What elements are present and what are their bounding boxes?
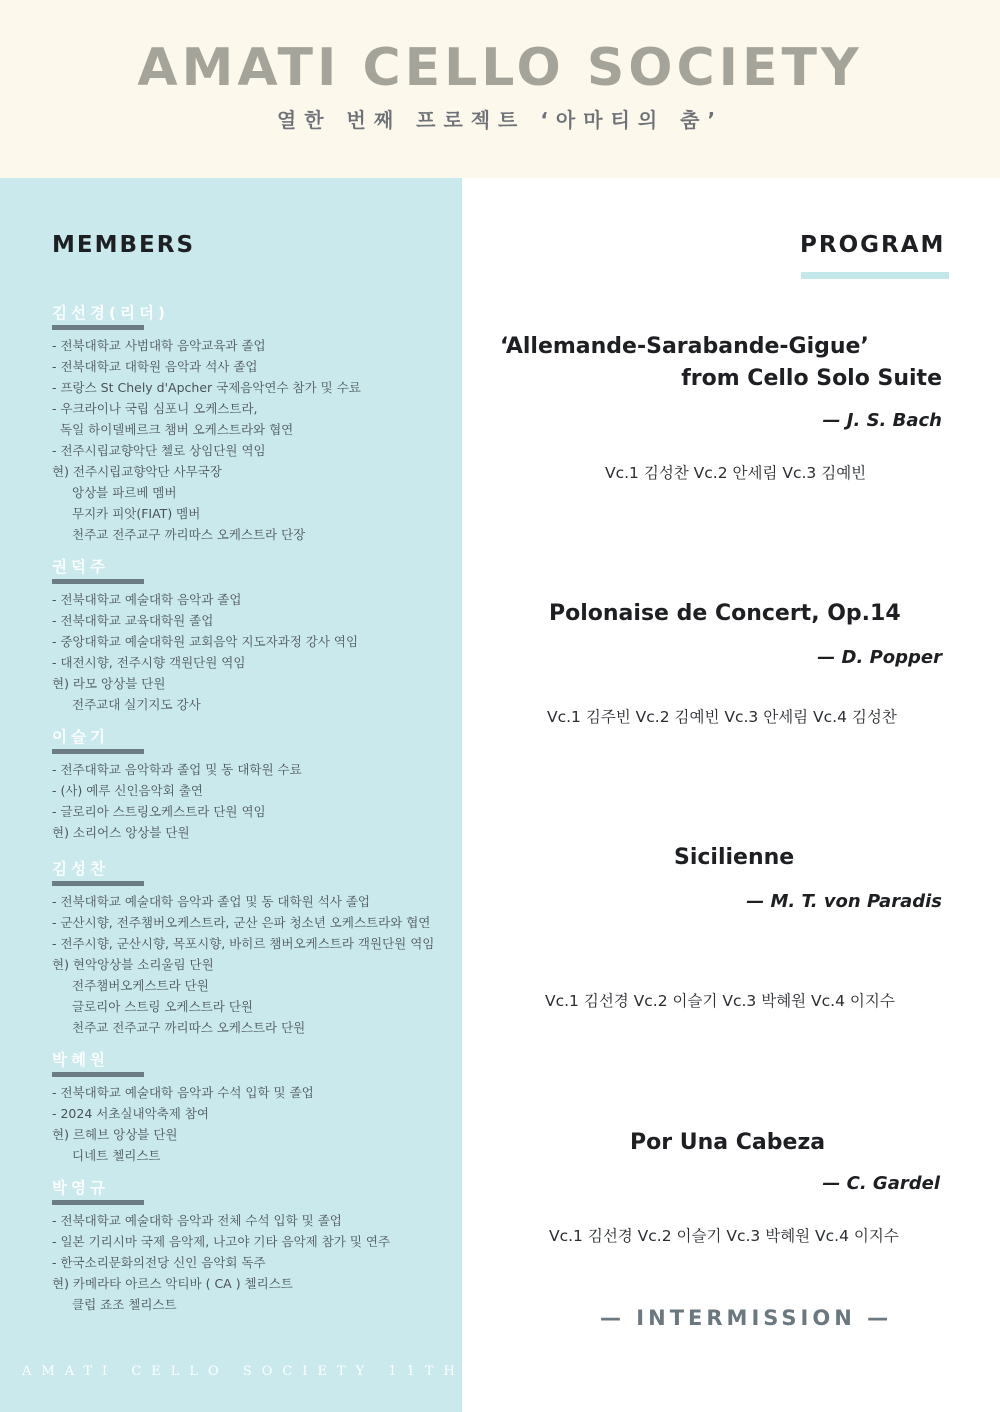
member-bio-line: 전주교대 실기지도 강사 bbox=[72, 697, 201, 712]
member-bio-line: - 전북대학교 예술대학 음악과 수석 입학 및 졸업 bbox=[52, 1085, 314, 1100]
member-name-bar bbox=[52, 1200, 144, 1205]
member-bio-line: 현) 라모 앙상블 단원 bbox=[52, 676, 166, 691]
member-bio-line: - 2024 서초실내악축제 참여 bbox=[52, 1106, 209, 1121]
member-block bbox=[52, 1178, 390, 1315]
member-bio-line: - 우크라이나 국립 심포니 오케스트라, bbox=[52, 401, 258, 416]
member-bio-line: - 전주대학교 음악학과 졸업 및 동 대학원 수료 bbox=[52, 762, 302, 777]
member-name-bar bbox=[52, 1072, 144, 1077]
member-bio-line: - (사) 예루 신인음악회 출연 bbox=[52, 783, 203, 798]
member-bio-line: 현) 소리어스 앙상블 단원 bbox=[52, 825, 190, 840]
piece-performers: Vc.1 김성찬 Vc.2 안세림 Vc.3 김예빈 bbox=[605, 464, 867, 482]
member-bio-line: 천주교 전주교구 까리따스 오케스트라 단원 bbox=[72, 1020, 306, 1035]
member-bio-line: - 전북대학교 예술대학 음악과 졸업 및 동 대학원 석사 졸업 bbox=[52, 894, 370, 909]
member-name: 이슬기 bbox=[52, 728, 109, 746]
member-bio-line: - 일본 기리시마 국제 음악제, 나고야 기타 음악제 참가 및 연주 bbox=[52, 1234, 391, 1249]
member-bio-line: 무지카 피앗(FIAT) 멤버 bbox=[72, 506, 201, 521]
member-bio-line: 현) 르헤브 앙상블 단원 bbox=[52, 1127, 178, 1142]
member-bio-line: - 전북대학교 대학원 음악과 석사 졸업 bbox=[52, 359, 258, 374]
header-banner bbox=[0, 0, 1000, 178]
member-bio-line: 클럽 죠조 첼리스트 bbox=[72, 1297, 177, 1312]
member-name: 박영규 bbox=[52, 1179, 109, 1197]
piece-composer: — C. Gardel bbox=[822, 1173, 940, 1194]
member-bio-line: - 프랑스 St Chely d'Apcher 국제음악연수 참가 및 수료 bbox=[52, 380, 361, 395]
member-bio-line: 현) 전주시립교향악단 사무국장 bbox=[52, 464, 222, 479]
member-name: 김선경(리더) bbox=[52, 304, 170, 322]
member-block bbox=[52, 859, 434, 1038]
program-piece bbox=[470, 1130, 942, 1250]
member-name: 권덕주 bbox=[52, 558, 109, 576]
piece-title: ‘Allemande-Sarabande-Gigue’ bbox=[500, 334, 869, 359]
piece-composer: — M. T. von Paradis bbox=[746, 891, 942, 912]
piece-title: Polonaise de Concert, Op.14 bbox=[549, 601, 901, 626]
member-block bbox=[52, 727, 302, 843]
member-block bbox=[52, 1050, 314, 1166]
piece-subtitle: from Cello Solo Suite bbox=[681, 366, 942, 391]
member-bio-line: - 전주시향, 군산시향, 목포시향, 바히르 챔버오케스트라 객원단원 역임 bbox=[52, 936, 435, 951]
member-bio-line: 현) 카메라타 아르스 악티바 ( CA ) 첼리스트 bbox=[52, 1276, 293, 1291]
footer-text: AMATI CELLO SOCIETY 11TH PROJECT bbox=[22, 1364, 612, 1379]
piece-performers: Vc.1 김선경 Vc.2 이슬기 Vc.3 박혜원 Vc.4 이지수 bbox=[545, 992, 895, 1010]
program-heading-underline bbox=[801, 272, 949, 279]
member-bio-line: - 대전시향, 전주시향 객원단원 역임 bbox=[52, 655, 246, 670]
member-bio-line: - 전북대학교 예술대학 음악과 졸업 bbox=[52, 592, 242, 607]
piece-title: Sicilienne bbox=[674, 845, 795, 870]
member-bio-line: 앙상블 파르베 멤버 bbox=[72, 485, 177, 500]
member-name: 박혜원 bbox=[52, 1051, 109, 1069]
program-piece bbox=[470, 601, 942, 731]
member-name-bar bbox=[52, 749, 144, 754]
member-block bbox=[52, 557, 358, 715]
member-bio-line: - 전북대학교 교육대학원 졸업 bbox=[52, 613, 214, 628]
page-subtitle: 열한 번째 프로젝트 ‘아마티의 춤’ bbox=[276, 108, 724, 132]
member-bio-line: 현) 현악앙상블 소리울림 단원 bbox=[52, 957, 214, 972]
member-bio-line: - 전주시립교향악단 첼로 상임단원 역임 bbox=[52, 443, 266, 458]
member-bio-line: - 전북대학교 예술대학 음악과 전체 수석 입학 및 졸업 bbox=[52, 1213, 342, 1228]
member-bio-line: 디네트 첼리스트 bbox=[72, 1148, 161, 1163]
member-block bbox=[52, 303, 361, 545]
piece-title: Por Una Cabeza bbox=[630, 1130, 826, 1155]
program-heading: PROGRAM bbox=[800, 232, 946, 258]
program-piece bbox=[470, 334, 942, 494]
member-name-bar bbox=[52, 325, 144, 330]
intermission-label: — INTERMISSION — bbox=[600, 1306, 893, 1330]
program-piece bbox=[470, 845, 942, 1015]
member-name: 김성찬 bbox=[52, 860, 109, 878]
member-bio-line: 글로리아 스트링 오케스트라 단원 bbox=[72, 999, 253, 1014]
piece-composer: — D. Popper bbox=[817, 647, 942, 668]
member-bio-line: 독일 하이델베르크 챔버 오케스트라와 협연 bbox=[60, 422, 294, 437]
member-bio-line: 전주챔버오케스트라 단원 bbox=[72, 978, 209, 993]
piece-performers: Vc.1 김주빈 Vc.2 김예빈 Vc.3 안세림 Vc.4 김성찬 bbox=[547, 708, 897, 726]
member-bio-line: - 군산시향, 전주챔버오케스트라, 군산 은파 청소년 오케스트라와 협연 bbox=[52, 915, 431, 930]
piece-composer: — J. S. Bach bbox=[822, 410, 942, 431]
member-bio-line: - 전북대학교 사범대학 음악교육과 졸업 bbox=[52, 338, 266, 353]
piece-performers: Vc.1 김선경 Vc.2 이슬기 Vc.3 박혜원 Vc.4 이지수 bbox=[549, 1227, 899, 1245]
page-title: AMATI CELLO SOCIETY bbox=[137, 38, 863, 98]
member-bio-line: - 글로리아 스트링오케스트라 단원 역임 bbox=[52, 804, 266, 819]
member-bio-line: 천주교 전주교구 까리따스 오케스트라 단장 bbox=[72, 527, 306, 542]
members-heading: MEMBERS bbox=[52, 232, 196, 258]
member-name-bar bbox=[52, 579, 144, 584]
member-bio-line: - 중앙대학교 예술대학원 교회음악 지도자과정 강사 역임 bbox=[52, 634, 359, 649]
member-name-bar bbox=[52, 881, 144, 886]
member-bio-line: - 한국소리문화의전당 신인 음악회 독주 bbox=[52, 1255, 266, 1270]
